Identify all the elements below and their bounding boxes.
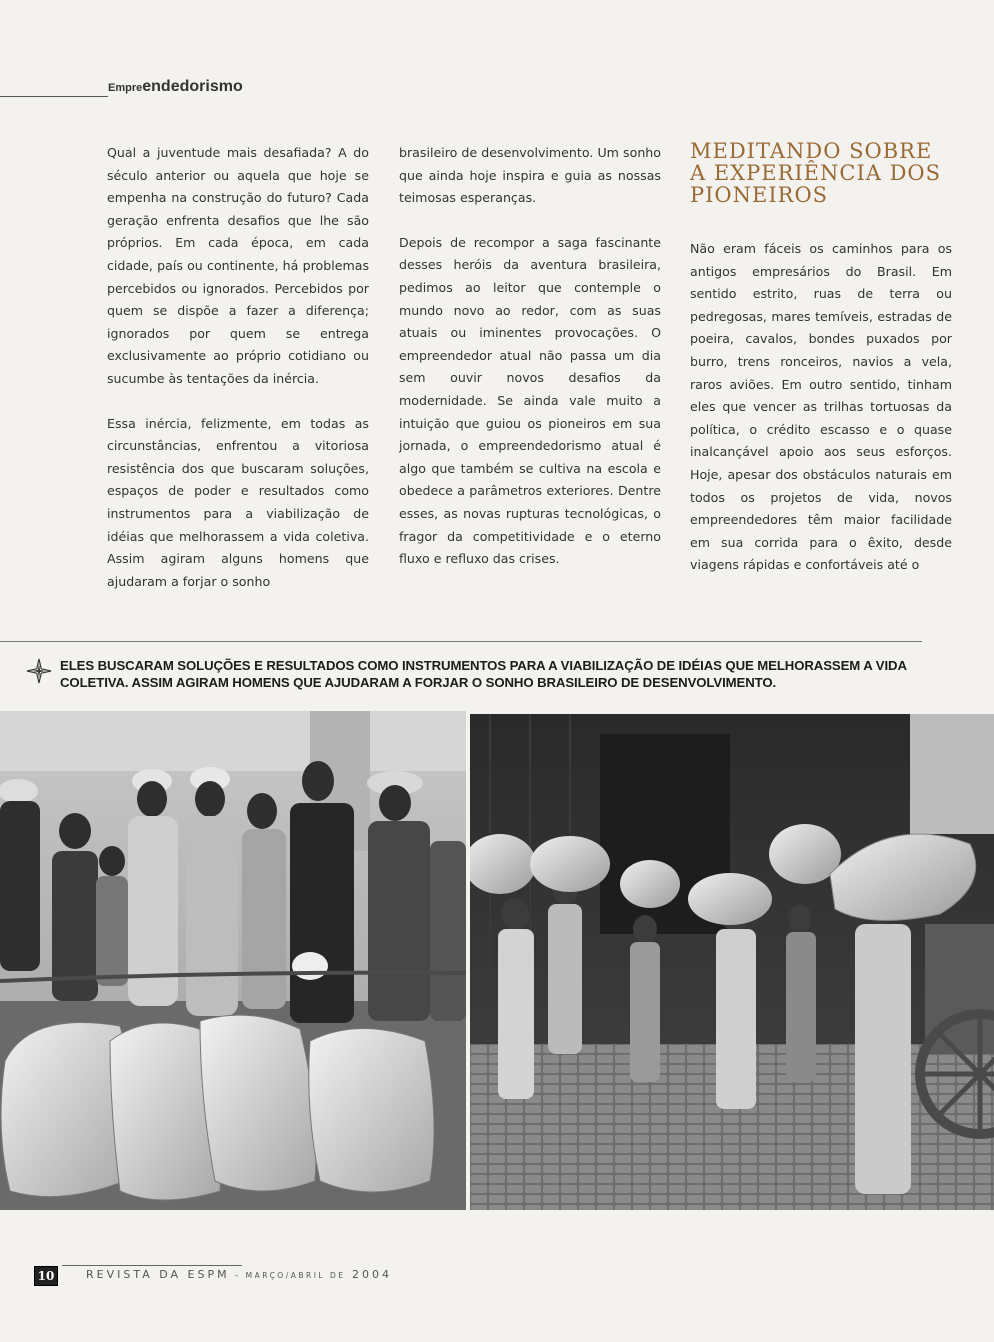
- paragraph: brasileiro de desenvolvimento. Um sonho que ainda hoje inspira e guia as nossas teimosas esperanças.: [399, 145, 661, 206]
- star-icon: [26, 658, 52, 684]
- section-label-rest: endedorismo: [142, 78, 243, 95]
- paragraph: Não eram fáceis os caminhos para os antigos empresários do Brasil. Em sentido estrito, ruas de terra ou pedregosas, mares temíveis, estradas de poeira, cavalos, bondes puxados por burro, trens ronceiros, navios a vela, raros aviões. Em outro sentido, tinham eles que vencer as trilhas tortuosas da política, o crédito escasso e o quase inalcançável apoio aos seus esforços. Hoje, apesar dos obstáculos naturais em todos os projetos de vida, novos empreendedores têm maior facilidade em sua corrida para o êxito, desde viagens rápidas e confortáveis até o: [690, 241, 952, 573]
- section-divider: [0, 641, 922, 642]
- paragraph: Qual a juventude mais desafiada? A do século anterior ou aquela que hoje se empenha na construção do futuro? Cada geração enfrenta desafios que lhe são próprios. Em cada época, em cada cidade, país ou continente, há problemas percebidos ou ignorados. Percebidos por quem se dispõe a fazer a diferença; ignorados por quem se entrega exclusivamente ao próprio cotidiano ou sucumbe às tentações da inércia.: [107, 145, 369, 386]
- footer-magazine: [86, 1268, 392, 1281]
- section-label: [108, 78, 243, 96]
- footer-dash: –: [229, 1271, 246, 1280]
- page-number: 10: [34, 1266, 58, 1286]
- pull-quote: ELES BUSCARAM SOLUÇÕES E RESULTADOS COMO INSTRUMENTOS PARA A VIABILIZAÇÃO DE IDÉIAS QUE MELHORASSEM A VIDA COLETIVA. ASSIM AGIRAM HOMENS QUE AJUDARAM A FORJAR O SONHO BRASILEIRO DE DESENVOLVIMENTO.: [60, 658, 907, 690]
- issue-label: MARÇO/ABRIL DE: [245, 1271, 346, 1280]
- header-rule: [0, 96, 108, 97]
- magazine-name: REVISTA DA ESPM: [86, 1268, 230, 1281]
- article-column-2: [399, 142, 661, 571]
- paragraph: Depois de recompor a saga fascinante desses heróis da aventura brasileira, pedimos ao leitor que contemple o mundo novo ao redor, com as suas atuais ou iminentes provocações. O empreendedor atual não passa um dia sem ouvir novos desafios da modernidade. Se ainda vale muito a intuição que guiou os pioneiros em sua jornada, o empreendedorismo atual é algo que também se cultiva na escola e obedece a parâmetros exteriores. Dentre esses, as novas rupturas tecnológicas, o fragor da competitividade e o eterno fluxo e refluxo das crises.: [399, 234, 661, 567]
- footer-rule: [62, 1265, 242, 1266]
- subheading: MEDITANDO SOBRE A EXPERIÊNCIA DOS PIONEIROS: [690, 139, 942, 207]
- section-label-prefix: Empre: [108, 82, 143, 94]
- article-column-3: [690, 139, 952, 577]
- article-column-1: [107, 142, 369, 593]
- historical-photo-dockworkers: [470, 714, 994, 1210]
- issue-year: 2004: [345, 1268, 393, 1281]
- historical-photo-queue: [0, 711, 466, 1210]
- paragraph: Essa inércia, felizmente, em todas as circunstâncias, enfrentou a vitoriosa resistência dos que buscaram soluções, espaços de poder e resultados como instrumentos para a viabilização de idéias que melhorassem a vida coletiva. Assim agiram alguns homens que ajudaram a forjar o sonho: [107, 415, 369, 589]
